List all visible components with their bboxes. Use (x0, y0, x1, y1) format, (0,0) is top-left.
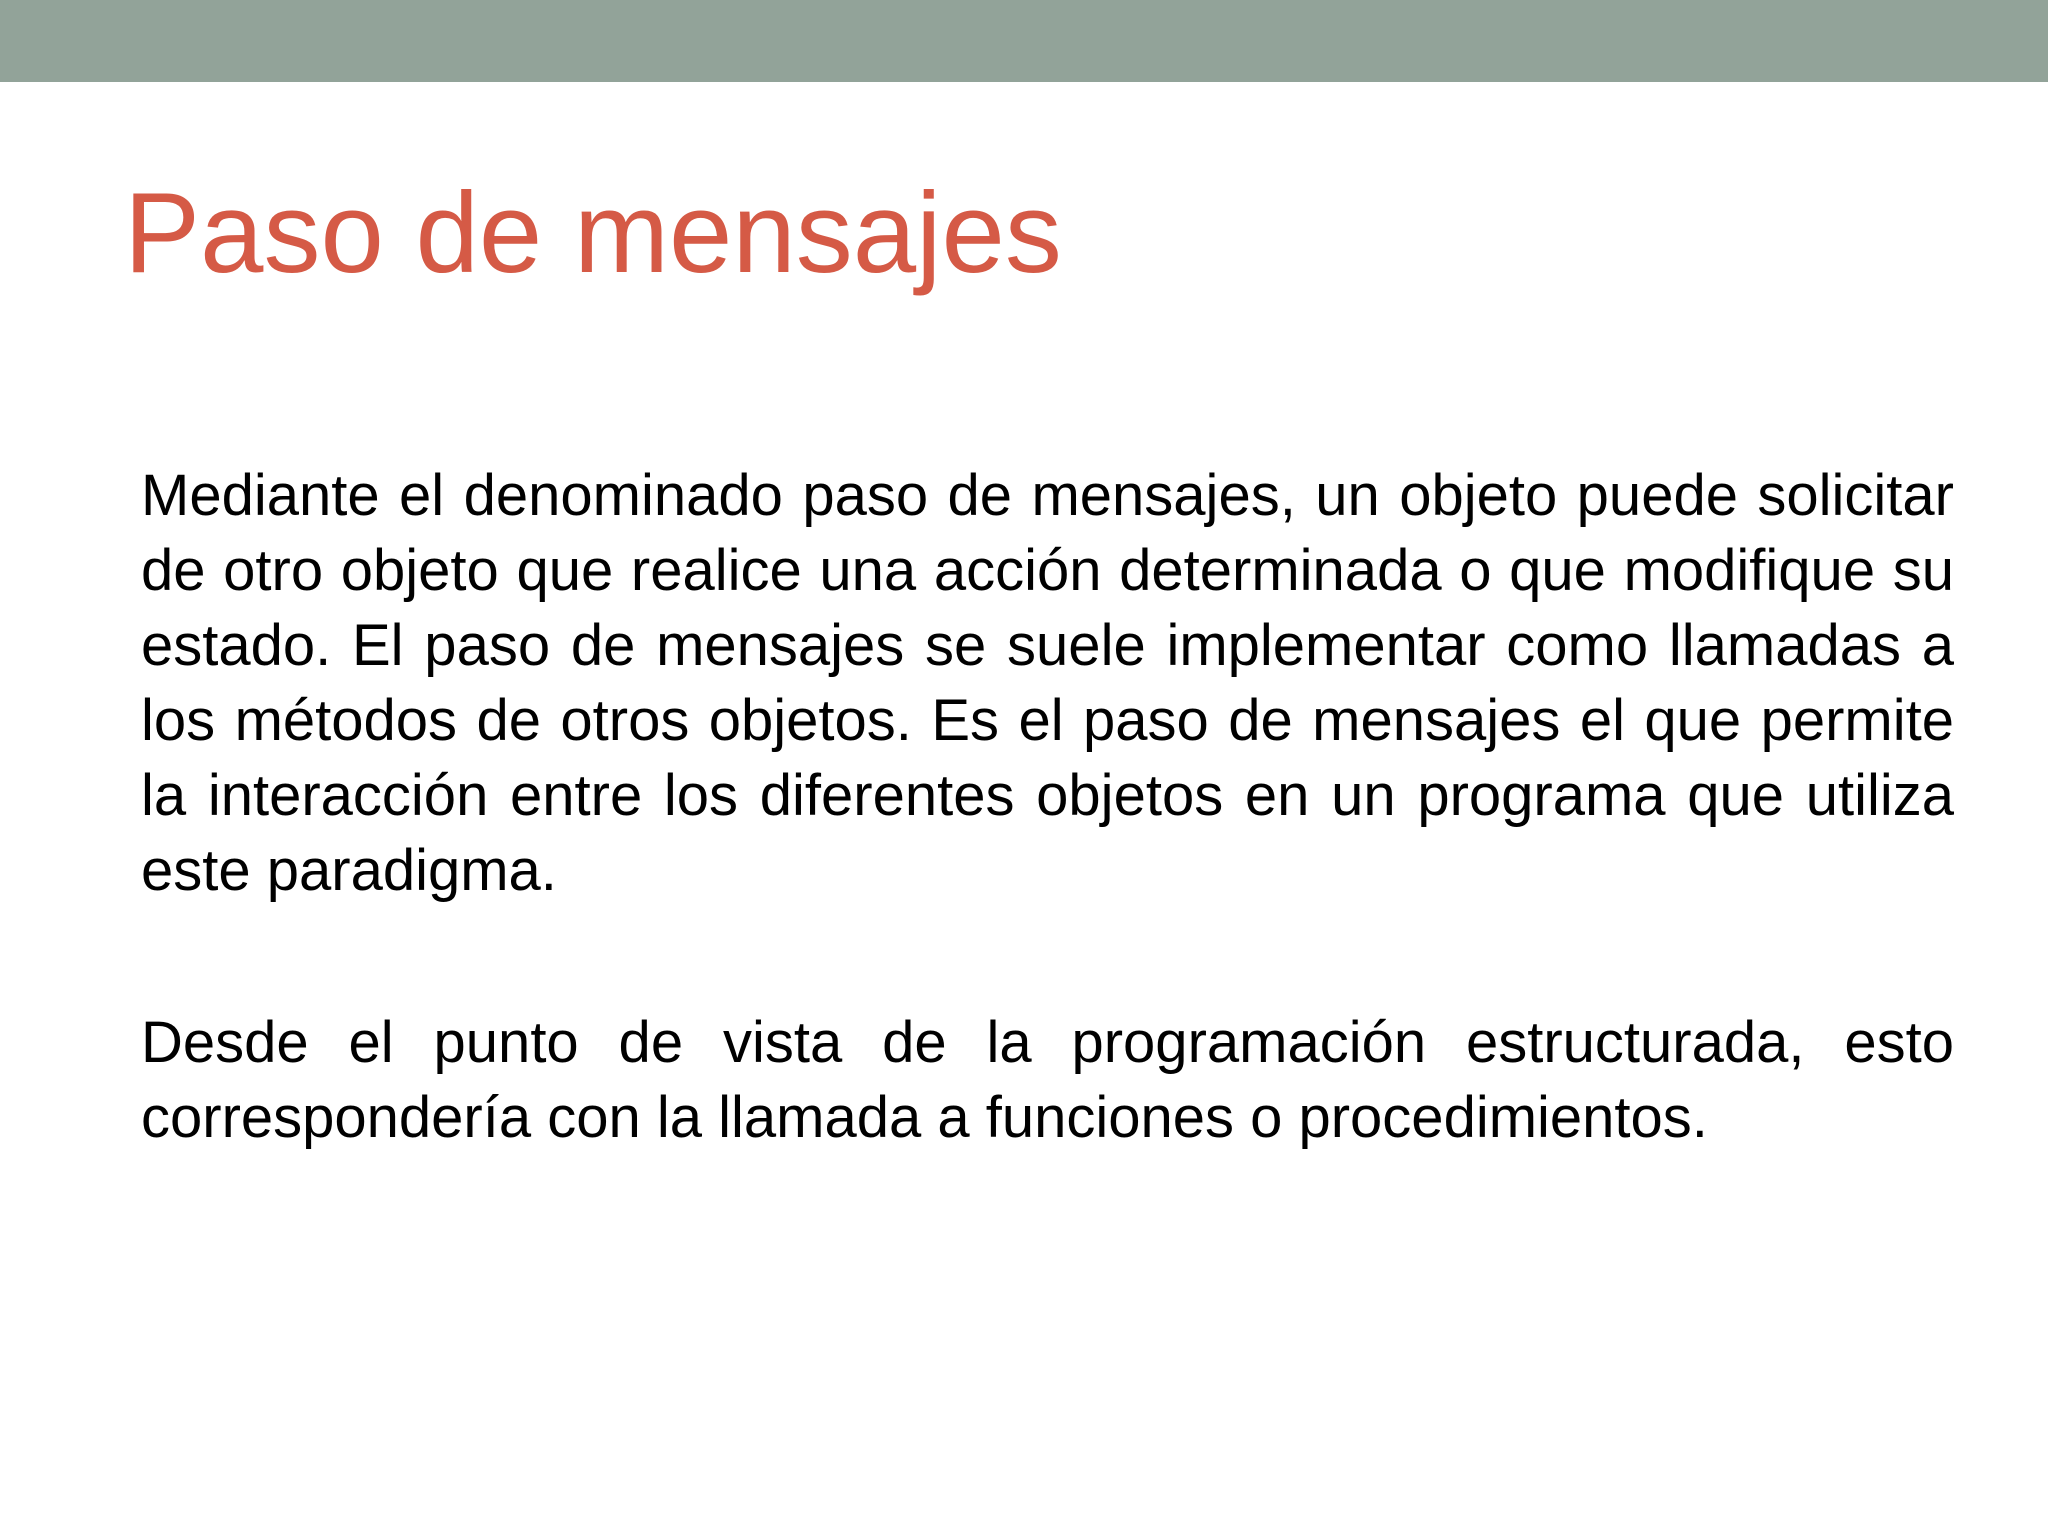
slide-body (141, 458, 1954, 1155)
top-accent-bar (0, 0, 2048, 82)
slide-title: Paso de mensajes (124, 170, 1062, 297)
body-paragraph: Mediante el denominado paso de mensajes, un objeto puede solicitar de otro objeto que realice una acción determinada o que modifique su estado. El paso de mensajes se suele implementar como llamadas a los métodos de otros objetos. Es el paso de mensajes el que permite la interacción entre los diferentes objetos en un programa que utiliza este paradigma. (141, 463, 1954, 903)
body-paragraph: Desde el punto de vista de la programación estructurada, esto correspondería con la llamada a funciones o procedimientos. (141, 1010, 1954, 1150)
